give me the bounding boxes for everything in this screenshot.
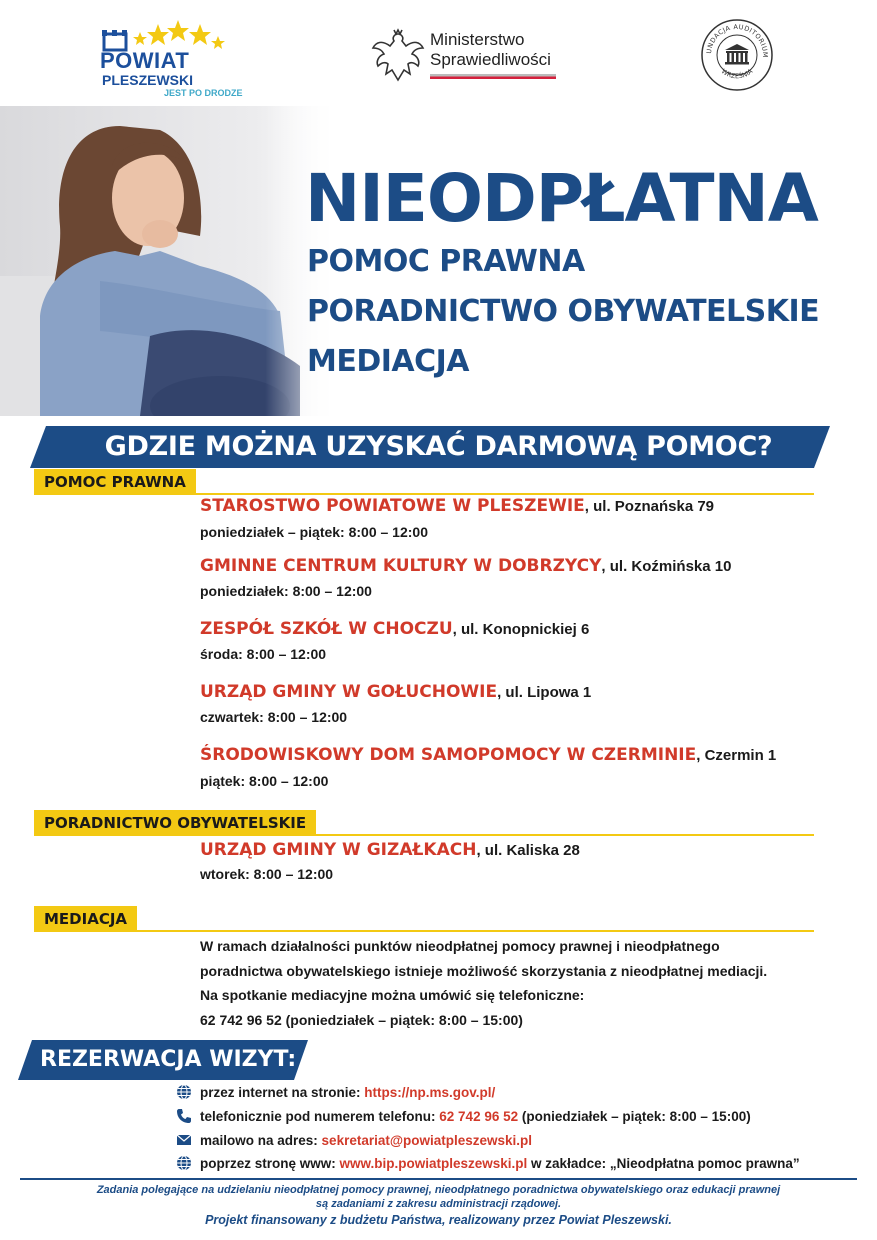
place-item bbox=[200, 840, 580, 860]
reservation-text: mailowo na adres: bbox=[200, 1133, 322, 1148]
reservation-text: przez internet na stronie: bbox=[200, 1085, 365, 1100]
mediation-line: Na spotkanie mediacyjne można umówić się telefoniczne: bbox=[200, 987, 585, 1003]
place-hours: poniedziałek: 8:00 – 12:00 bbox=[200, 583, 372, 599]
reservation-text: (poniedziałek – piątek: 8:00 – 15:00) bbox=[518, 1109, 751, 1124]
footer-funding: Projekt finansowany z budżetu Państwa, realizowany przez Powiat Pleszewski. bbox=[205, 1213, 672, 1227]
place-name: STAROSTWO POWIATOWE W PLESZEWIE bbox=[200, 496, 585, 516]
reservation-email-link[interactable]: sekretariat@powiatpleszewski.pl bbox=[321, 1133, 533, 1148]
place-item bbox=[200, 619, 589, 639]
reservation-title: REZERWACJA WIZYT: bbox=[40, 1047, 297, 1072]
footer-note-line1: Zadania polegające na udzielaniu nieodpłatnej pomocy prawnej, nieodpłatnego poradnictwa obywatelskiego oraz edukacji prawnej bbox=[96, 1184, 781, 1196]
place-name: ZESPÓŁ SZKÓŁ W CHOCZU bbox=[200, 619, 453, 639]
reservation-bip-link[interactable]: www.bip.powiatpleszewski.pl bbox=[339, 1156, 528, 1171]
reservation-phone-number[interactable]: 62 742 96 52 bbox=[439, 1109, 519, 1124]
mediation-line: W ramach działalności punktów nieodpłatnej pomocy prawnej i nieodpłatnego bbox=[200, 938, 720, 954]
eagle-icon bbox=[370, 26, 426, 84]
main-title: NIEODPŁATNA bbox=[305, 160, 818, 237]
globe-icon bbox=[176, 1155, 192, 1171]
section-divider bbox=[34, 493, 814, 495]
phone-icon bbox=[176, 1108, 192, 1124]
place-hours: czwartek: 8:00 – 12:00 bbox=[200, 709, 348, 725]
powiat-logo-word1: POWIAT bbox=[100, 48, 190, 73]
place-item bbox=[200, 556, 731, 576]
subtitle-legal-aid: POMOC PRAWNA bbox=[307, 244, 585, 279]
envelope-icon bbox=[176, 1132, 192, 1148]
place-address: , ul. Kaliska 28 bbox=[476, 842, 580, 859]
reservation-online bbox=[176, 1082, 495, 1104]
powiat-pleszewski-logo bbox=[100, 20, 250, 98]
ministry-logo bbox=[370, 26, 570, 86]
mediation-phone-line: 62 742 96 52 (poniedziałek – piątek: 8:00 – 15:00) bbox=[200, 1011, 523, 1028]
foundation-name-text: UNDACJA AUDITORIUM bbox=[704, 22, 770, 58]
place-name: URZĄD GMINY W GIZAŁKACH bbox=[200, 840, 477, 860]
polish-flag-stripe bbox=[430, 74, 556, 79]
place-item bbox=[200, 745, 776, 765]
reservation-text: telefonicznie pod numerem telefonu: bbox=[200, 1109, 440, 1124]
powiat-logo-word2: PLESZEWSKI bbox=[102, 72, 194, 88]
ministry-name-line1: Ministerstwo bbox=[430, 30, 525, 49]
place-name: ŚRODOWISKOWY DOM SAMOPOMOCY W CZERMINIE bbox=[200, 745, 697, 765]
svg-text:WRZEŚNIA bbox=[720, 67, 755, 80]
place-address: , ul. Koźmińska 10 bbox=[601, 558, 732, 575]
question-banner-text: GDZIE MOŻNA UZYSKAĆ DARMOWĄ POMOC? bbox=[104, 431, 773, 462]
place-hours: środa: 8:00 – 12:00 bbox=[200, 646, 327, 662]
reservation-text: w zakładce: „Nieodpłatna pomoc prawna” bbox=[527, 1156, 800, 1171]
footer-note bbox=[0, 1183, 877, 1211]
section-label-civic: PORADNICTWO OBYWATELSKIE bbox=[34, 810, 316, 836]
reservation-website bbox=[176, 1153, 800, 1175]
footer-note-line2: są zadaniami z zakresu administracji rządowej. bbox=[315, 1198, 562, 1210]
place-item bbox=[200, 496, 714, 516]
reservation-text: poprzez stronę www: bbox=[200, 1156, 340, 1171]
foundation-city-text: WRZEŚNIA bbox=[719, 67, 755, 81]
reservation-link-np-ms[interactable]: https://np.ms.gov.pl/ bbox=[364, 1085, 496, 1100]
place-address: , ul. Konopnickiej 6 bbox=[452, 621, 590, 638]
section-divider bbox=[34, 834, 814, 836]
reservation-email bbox=[176, 1130, 532, 1152]
ministry-name-line2: Sprawiedliwości bbox=[430, 50, 551, 69]
globe-icon bbox=[176, 1084, 192, 1100]
subtitle-mediation: MEDIACJA bbox=[307, 344, 470, 379]
foundation-auditorium-logo bbox=[700, 18, 774, 92]
footer-divider bbox=[20, 1178, 857, 1180]
place-name: GMINNE CENTRUM KULTURY W DOBRZYCY bbox=[200, 556, 602, 576]
foundation-seal-icon bbox=[700, 18, 774, 92]
mediation-description bbox=[200, 934, 820, 1032]
subtitle-civic-counseling: PORADNICTWO OBYWATELSKIE bbox=[307, 294, 820, 329]
place-hours: wtorek: 8:00 – 12:00 bbox=[200, 866, 334, 882]
section-divider bbox=[34, 930, 814, 932]
section-label-legal-aid: POMOC PRAWNA bbox=[34, 469, 196, 495]
place-address: , ul. Lipowa 1 bbox=[497, 684, 592, 701]
reservation-phone bbox=[176, 1106, 751, 1128]
place-name: URZĄD GMINY W GOŁUCHOWIE bbox=[200, 682, 498, 702]
section-label-mediation: MEDIACJA bbox=[34, 906, 137, 932]
place-address: , Czermin 1 bbox=[696, 747, 777, 764]
place-item bbox=[200, 682, 591, 702]
powiat-logo-tagline: JEST PO DRODZE bbox=[164, 88, 243, 98]
mediation-line: poradnictwa obywatelskiego istnieje możliwość skorzystania z nieodpłatnej mediacji. bbox=[200, 962, 768, 979]
worried-girl-photo bbox=[0, 106, 340, 416]
place-hours: poniedziałek – piątek: 8:00 – 12:00 bbox=[200, 524, 428, 540]
place-address: , ul. Poznańska 79 bbox=[584, 498, 715, 515]
place-hours: piątek: 8:00 – 12:00 bbox=[200, 773, 329, 789]
